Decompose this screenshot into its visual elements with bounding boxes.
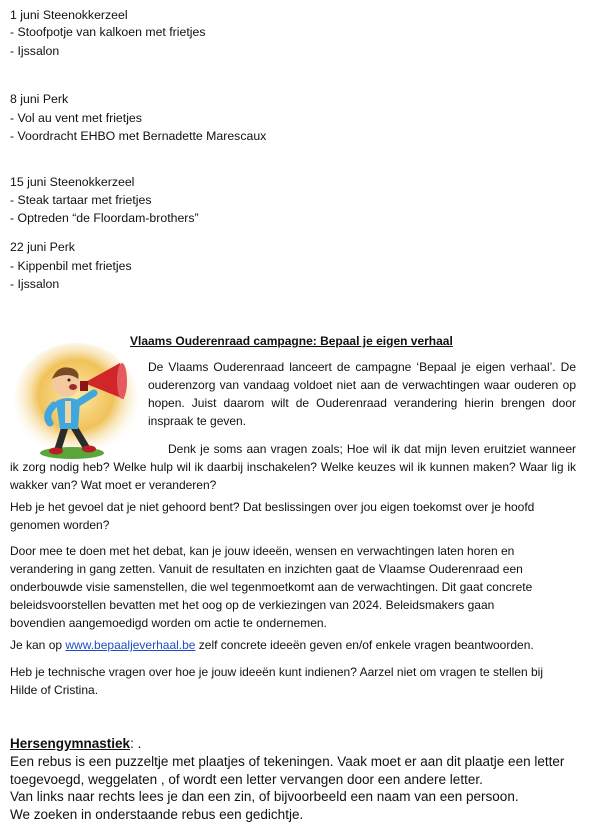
campaign-paragraph-1: Heb je het gevoel dat je niet gehoord bent? Dat beslissingen over jou eigen toekomst over je hoofd genomen worden? (10, 500, 535, 532)
rebus-heading-suffix: : . (130, 736, 142, 751)
campaign-paragraph-3 (10, 636, 550, 654)
schedule-item: - Optreden “de Floordam-brothers” (10, 211, 199, 225)
schedule-item: - Voordracht EHBO met Bernadette Marescaux (10, 129, 267, 143)
paragraph-3-suffix: zelf concrete ideeën geven en/of enkele vragen beantwoorden. (195, 638, 534, 652)
rebus-heading (10, 736, 141, 751)
date-1: 1 juni Steenokkerzeel (10, 8, 128, 22)
rebus-line: Van links naar rechts lees je dan een zin, of bijvoorbeeld een naam van een persoon. (10, 789, 519, 804)
schedule-item: - Stoofpotje van kalkoen met frietjes (10, 25, 206, 39)
bepaaljeverhaal-link[interactable]: www.bepaaljeverhaal.be (65, 638, 196, 652)
rebus-text (10, 753, 590, 823)
schedule-item: - Kippenbil met frietjes (10, 259, 132, 273)
schedule-item: - Vol au vent met frietjes (10, 111, 142, 125)
date-4: 22 juni Perk (10, 240, 75, 254)
campaign-paragraph-2: Door mee te doen met het debat, kan je jouw ideeën, wensen en verwachtingen laten horen en verandering in gang zetten. Vanuit de resultaten en inzichten gaat de Vlaamse Ouderenraad een onderbouwde visie samenstellen, die wel tegenmoetkomt aan de verwachtingen. Dit gaat concrete beleidsvoorstellen bevatten met het oog op de verkiezingen van 2024. Beleidsmakers gaan bovendien aangemoedigd worden om actie te ondernemen. (10, 544, 533, 630)
date-3: 15 juni Steenokkerzeel (10, 175, 135, 189)
rebus-line: Een rebus is een puzzeltje met plaatjes of tekeningen. Vaak moet er aan dit plaatje een letter (10, 754, 565, 769)
campaign-title: Vlaams Ouderenraad campagne: Bepaal je eigen verhaal (130, 334, 453, 348)
schedule-item: - Ijssalon (10, 277, 60, 291)
schedule-item: - Ijssalon (10, 44, 60, 58)
rebus-heading-title: Hersengymnastiek (10, 736, 131, 751)
rebus-line: We zoeken in onderstaande rebus een gedichtje. (10, 806, 304, 822)
campaign-paragraph-4: Heb je technische vragen over hoe je jouw ideeën kunt indienen? Aarzel niet om vragen te stellen bij Hilde of Cristina. (10, 665, 544, 697)
schedule-item: - Steak tartaar met frietjes (10, 193, 152, 207)
campaign-questions: Denk je soms aan vragen zoals; Hoe wil ik dat mijn leven eruitziet wanneer ik zorg nodig heb? Welke hulp wil ik daarbij inschakelen? Welke keuzes wil ik kunnen maken? Waar lig ik wakker van? Wat moet er veranderen? (10, 442, 576, 492)
date-2: 8 juni Perk (10, 92, 69, 106)
rebus-line: toegevoegd, weggelaten , of wordt een letter vervangen door een andere letter. (10, 771, 483, 787)
paragraph-3-prefix: Je kan op (10, 638, 66, 652)
campaign-intro: De Vlaams Ouderenraad lanceert de campagne ‘Bepaal je eigen verhaal’. De ouderenzorg van vandaag voldoet niet aan de verwachtingen waar ouderen op hopen. Juist daarom wilt de Ouderenraad verandering hierin brengen door inspraak te geven. (148, 360, 576, 428)
